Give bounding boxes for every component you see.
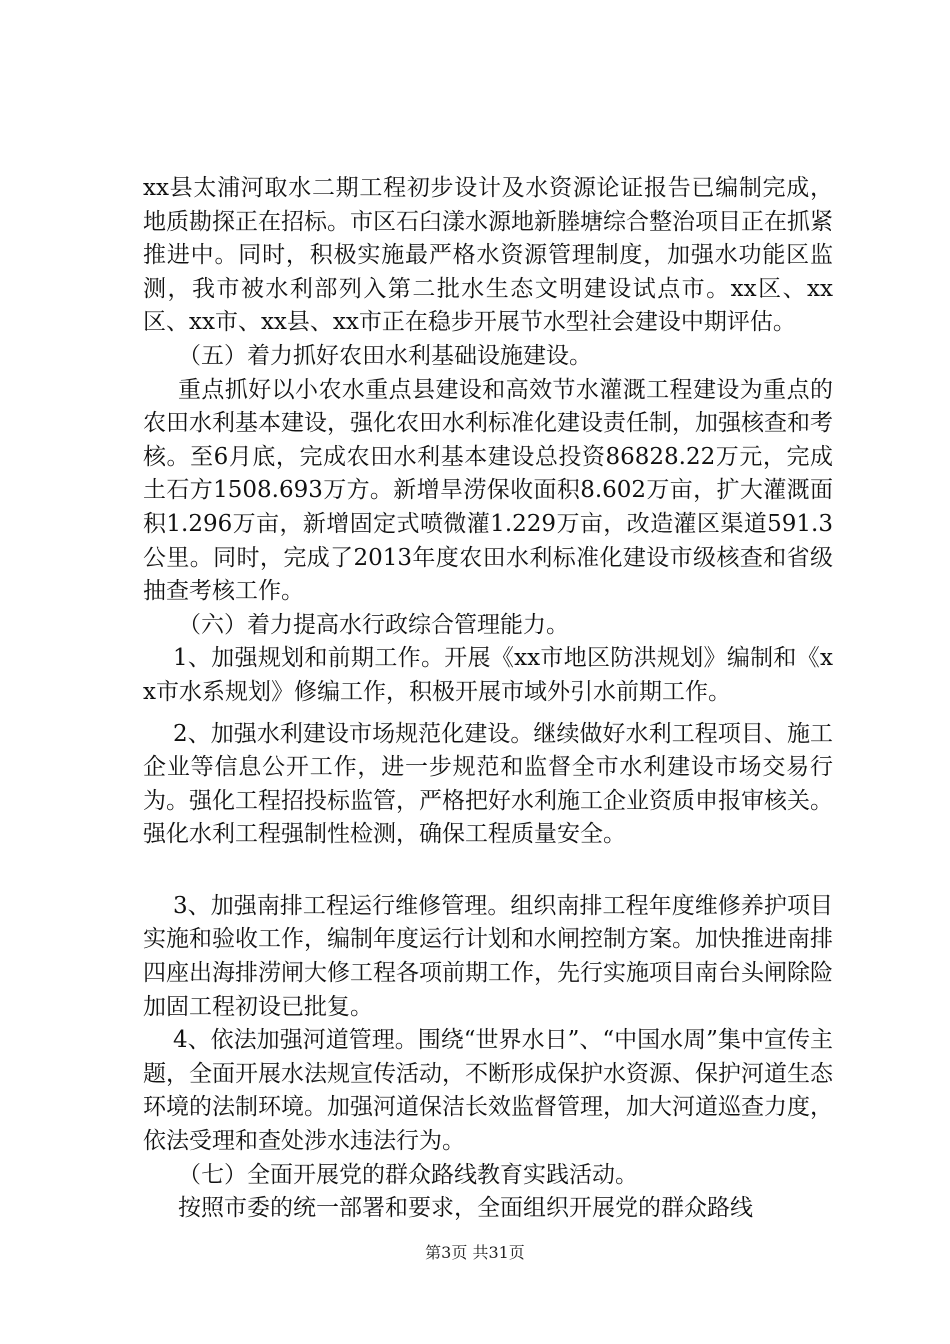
paragraph-item-3-south-drainage: 3、加强南排工程运行维修管理。组织南排工程年度维修养护项目实施和验收工作，编制年度运行计划和水闸控制方案。加快推进南排四座出海排涝闸大修工程各项前期工作，先行实施项目南台头闸除险加固工程初设已批复。: [143, 892, 833, 1020]
page-number-footer: 第3页 共31页: [425, 1243, 525, 1262]
heading-section-6: （六）着力提高水行政综合管理能力。: [178, 611, 569, 638]
heading-section-7: （七）全面开展党的群众路线教育实践活动。: [178, 1161, 638, 1188]
document-body: [143, 172, 833, 1226]
paragraph-water-resources: xx县太浦河取水二期工程初步设计及水资源论证报告已编制完成，地质勘探正在招标。市区石臼漾水源地新塍塘综合整治项目正在抓紧推进中。同时，积极实施最严格水资源管理制度，加强水功能区监测，我市被水利部列入第二批水生态文明建设试点市。xx区、xx区、xx市、xx县、xx市正在稳步开展节水型社会建设中期评估。: [143, 175, 833, 336]
paragraph-farmland-irrigation: 重点抓好以小农水重点县建设和高效节水灌溉工程建设为重点的农田水利基本建设，强化农田水利标准化建设责任制，加强核查和考核。至6月底，完成农田水利基本建设总投资86828.22万元，完成土石方1508.693万方。新增旱涝保收面积8.602万亩，扩大灌溉面积1.296万亩，新增固定式喷微灌1.229万亩，改造灌区渠道591.3公里。同时，完成了2013年度农田水利标准化建设市级核查和省级抽查考核工作。: [143, 376, 833, 605]
paragraph-party-education: 按照市委的统一部署和要求，全面组织开展党的群众路线: [178, 1195, 753, 1222]
heading-section-5: （五）着力抓好农田水利基础设施建设。: [178, 342, 592, 369]
paragraph-item-1-planning: 1、加强规划和前期工作。开展《xx市地区防洪规划》编制和《xx市水系规划》修编工作，积极开展市域外引水前期工作。: [143, 645, 833, 705]
paragraph-item-4-river-management: 4、依法加强河道管理。围绕“世界水日”、“中国水周”集中宣传主题，全面开展水法规宣传活动，不断形成保护水资源、保护河道生态环境的法制环境。加强河道保洁长效监督管理，加大河道巡查力度，依法受理和查处涉水违法行为。: [143, 1027, 833, 1155]
paragraph-item-2-market: 2、加强水利建设市场规范化建设。继续做好水利工程项目、施工企业等信息公开工作，进一步规范和监督全市水利建设市场交易行为。强化工程招投标监管，严格把好水利施工企业资质申报审核关。强化水利工程强制性检测，确保工程质量安全。: [143, 720, 833, 848]
